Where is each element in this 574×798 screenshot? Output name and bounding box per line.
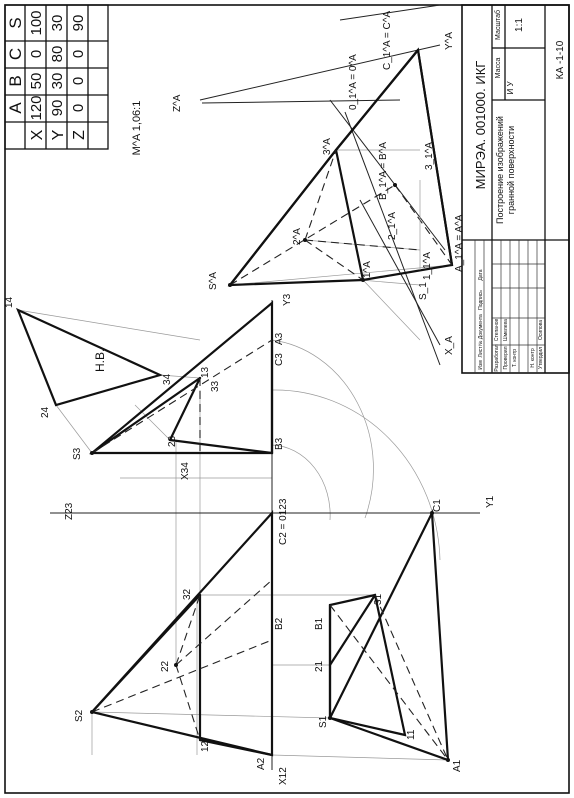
side-view [90,303,272,455]
label-o1a: 0_1^A = 0^A [348,54,359,110]
mass-label: Масса [495,57,502,79]
label-2-2: 22 [160,660,171,672]
scale-value: 1:1 [514,18,525,32]
role-approver: Утвердил [538,346,544,370]
header-cell-list: Лист [478,346,484,358]
label-c3: C3 [274,353,285,366]
label-y3: Y3 [282,293,293,306]
label-s2: S2 [74,709,85,722]
table-header-s: S [6,17,25,29]
table-header-b: B [6,75,25,87]
label-3-3: 33 [210,380,221,392]
label-s3: S3 [72,447,83,460]
table-cell-z-b: 0 [70,76,87,86]
label-true-size: Н.В. [93,348,107,372]
label-c1a: C_1^A = C^A [382,10,393,70]
scale-label: Масштаб [495,10,502,40]
table-header-a: A [6,102,25,114]
table-cell-y-a: 90 [49,99,66,117]
label-3-1: 31 [373,593,384,605]
table-cell-z-s: 90 [70,14,87,32]
table-cell-x-s: 100 [28,10,45,36]
header-cell-doc: № Документа [478,314,484,346]
label-s1: S1 [318,715,329,728]
group-code: КА -1-10 [555,40,566,80]
title-block [462,5,569,373]
label-2-1a: 2_1^A [387,211,398,240]
label-3a: 3^A [322,138,333,155]
drawing-title-line2: гранной поверхности [506,125,516,215]
label-origin: C2 = 0123 [278,498,289,545]
top-view [328,511,450,762]
label-3-4: 34 [162,373,173,385]
front-view [90,513,272,755]
role-norm-control: Н. контр [530,348,536,368]
label-2-3: 23 [167,435,178,447]
drawing-title-line1: Построение изображений [495,116,505,224]
label-s1a: S_1 [418,282,429,300]
table-header-c: C [6,47,25,61]
label-1-2: 12 [200,740,211,752]
label-1-3: 13 [200,366,211,378]
label-1a: 1^A [362,261,373,278]
label-b2: B2 [274,617,285,630]
role-checker: Проверил [503,346,509,370]
label-1-1a: 1_1^A [422,251,433,280]
coordinate-table [5,5,108,149]
table-cell-y-s: 30 [49,14,66,32]
label-xa: X_A [444,336,455,355]
label-a2: A2 [256,757,267,770]
label-b1a: B_1^A = B^A [378,141,389,200]
header-cell-date: Дата [478,269,484,281]
label-1-1: 11 [406,729,417,740]
scale-note: M^A 1,06:1 [131,100,143,156]
label-b3: B3 [274,437,285,450]
label-z23: Z23 [64,502,75,520]
table-cell-x-c: 0 [28,49,45,59]
construction-lines [18,150,452,760]
label-a1a: A_1^A = A^A [454,214,465,272]
label-3-1a: 3_1^A [424,141,435,170]
label-b1: B1 [314,617,325,630]
table-cell-x-b: 50 [28,72,45,90]
label-sa: S^A [208,271,219,290]
name-developer: Степанов [494,318,500,342]
header-cell-sign: Подпись [478,290,484,310]
label-3-2: 32 [182,588,193,600]
label-2-4: 24 [40,406,51,418]
label-x34: X34 [180,462,191,480]
label-za: Z^A [172,94,183,112]
table-row-x-label: X [29,129,46,141]
table-cell-z-a: 0 [70,103,87,113]
label-c1: C1 [432,499,443,512]
role-developer: Разработал [494,344,500,372]
table-cell-x-a: 120 [28,95,45,121]
header-cell-izm: Изм [478,360,484,370]
drawing-designation: МИРЭА. 001000. ИКГ [473,60,488,190]
table-row-y-label: Y [50,129,67,141]
name-approver: Осипова [538,319,544,341]
role-tech-control: Т. контр [512,348,518,368]
label-ya: Y^A [444,31,455,50]
true-size-view [18,310,160,405]
stage-letters: И У [506,81,515,95]
table-cell-z-c: 0 [70,49,87,59]
label-y1: Y1 [485,495,496,508]
label-2-1: 21 [314,660,325,672]
table-cell-y-c: 80 [49,45,66,63]
label-x12: X12 [278,767,289,785]
label-a1: A1 [452,759,463,772]
table-cell-y-b: 30 [49,72,66,90]
label-1-4: 14 [4,296,15,308]
label-2a: 2^A [292,228,303,245]
name-checker: Шмелева [503,319,509,341]
table-row-z-label: Z [71,130,88,140]
label-a3: A3 [274,332,285,345]
